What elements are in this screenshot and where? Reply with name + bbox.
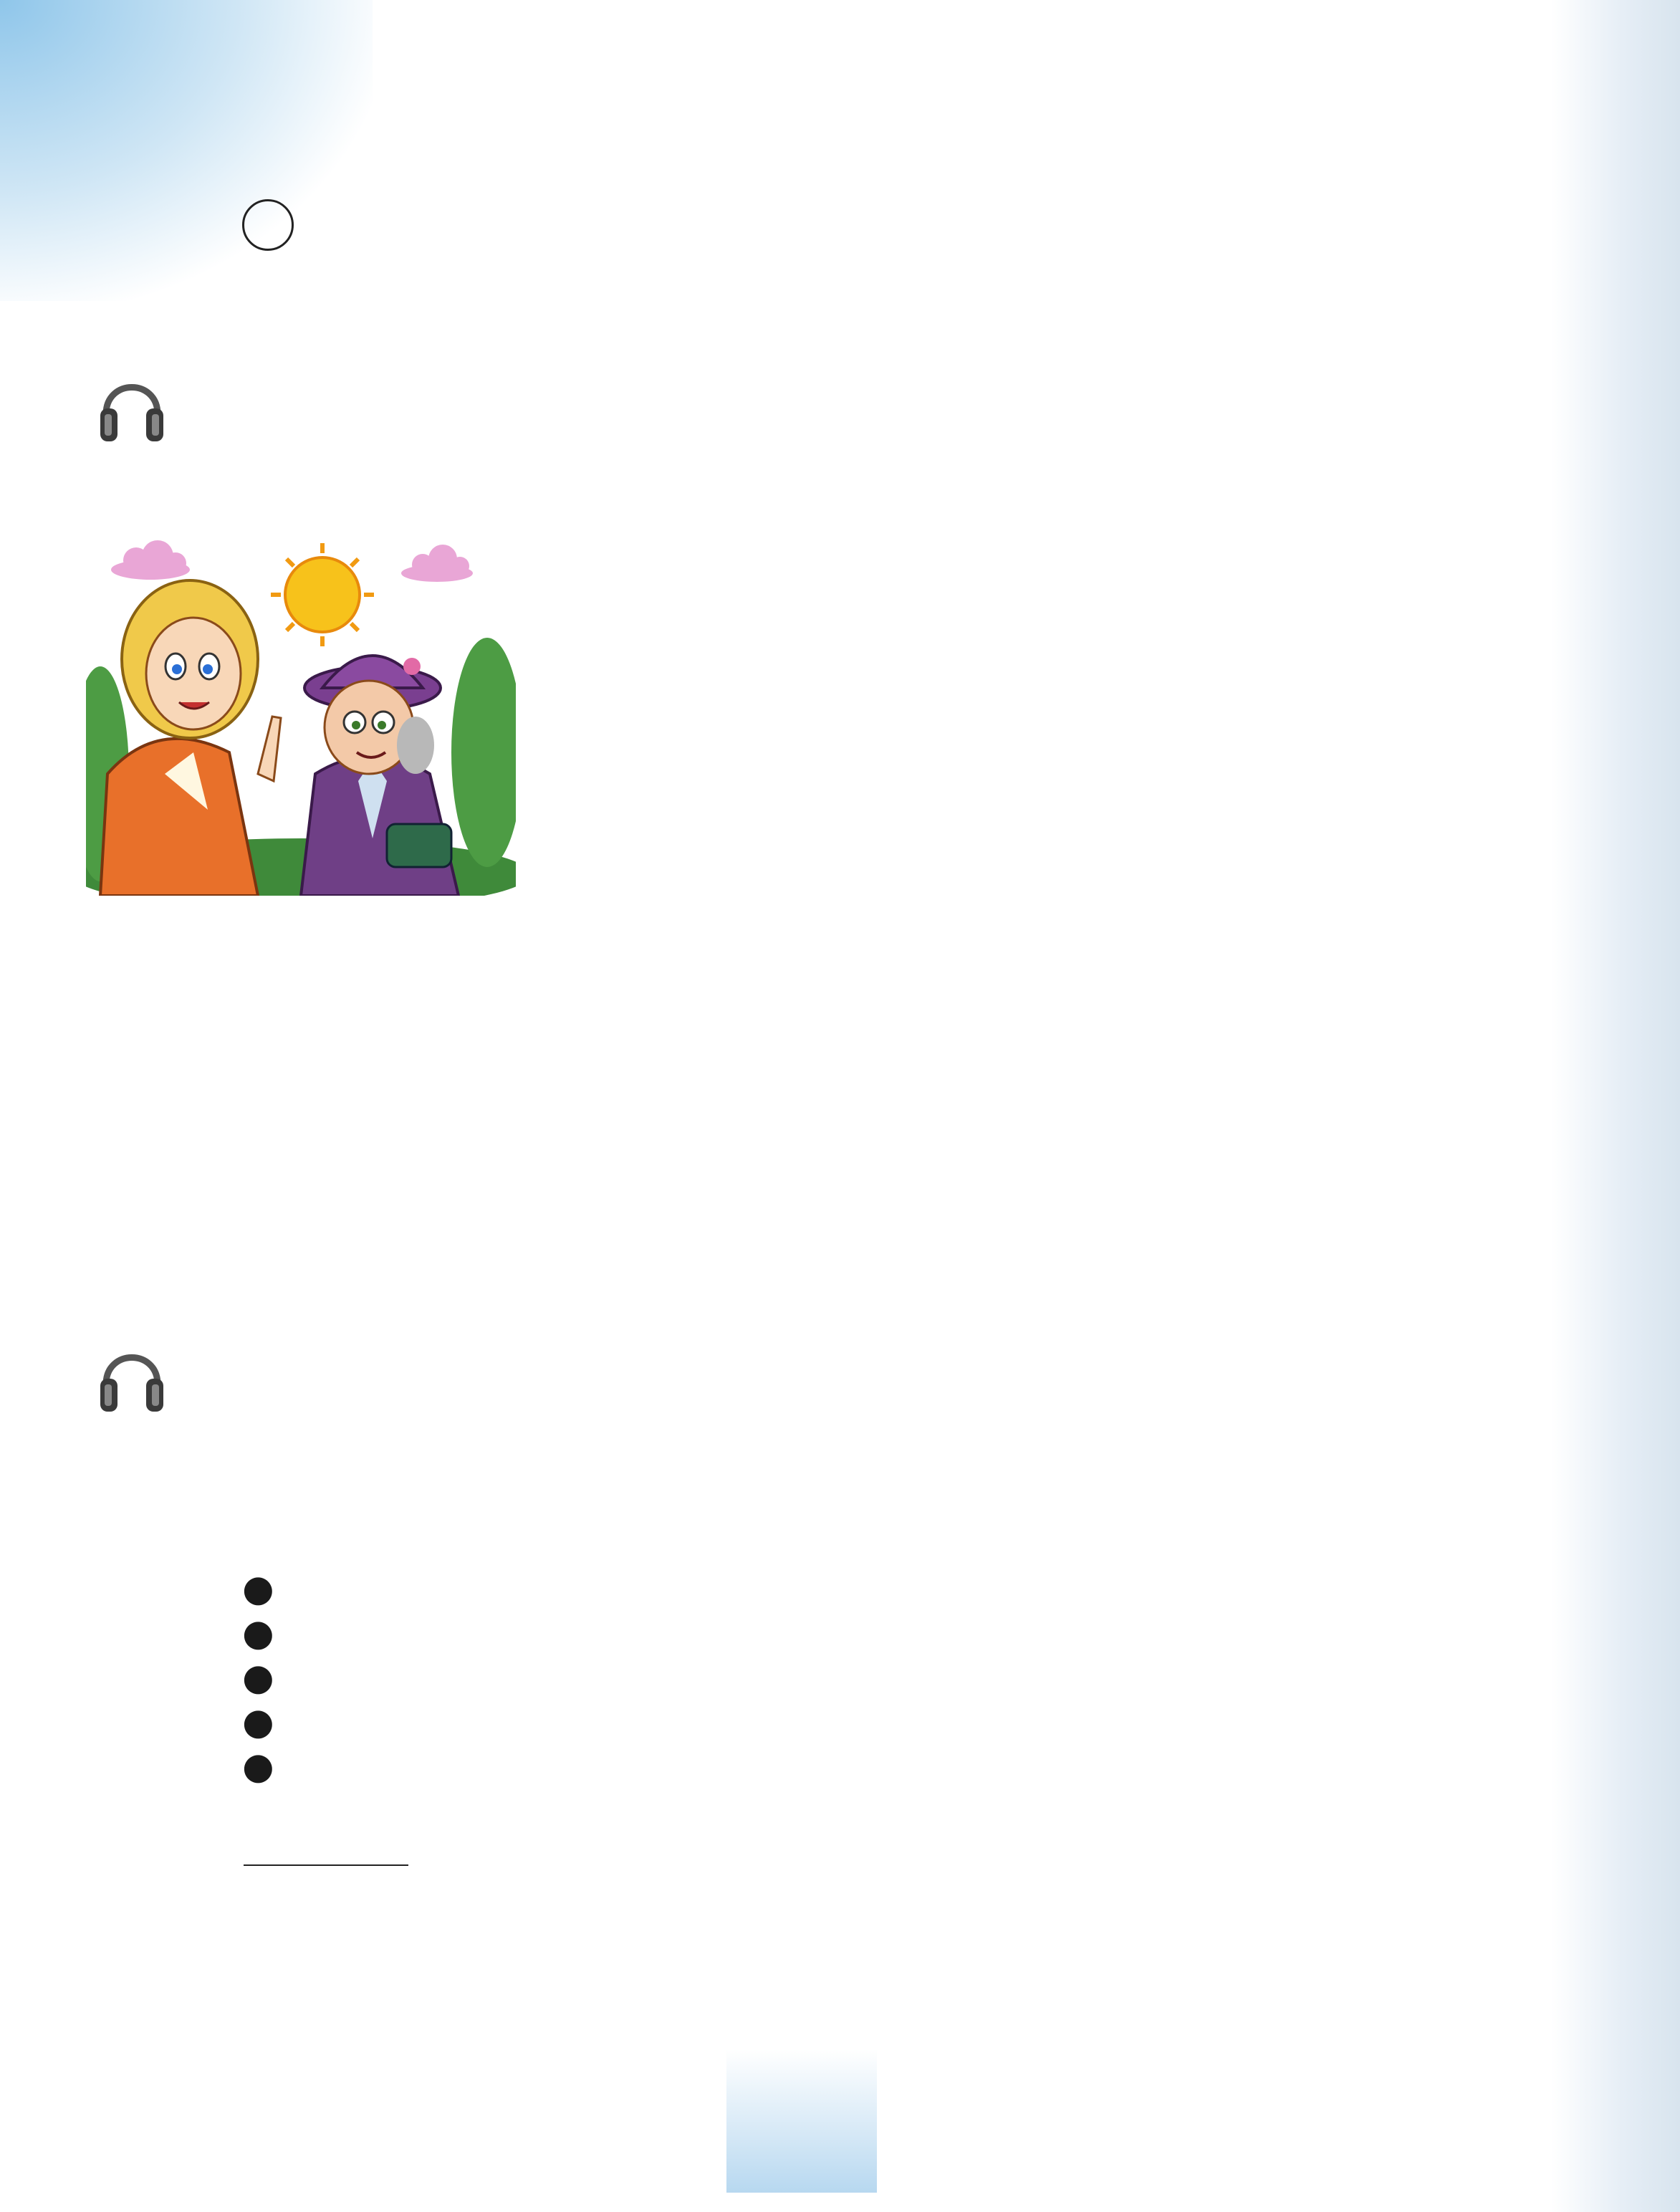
footnote-divider xyxy=(244,1864,408,1866)
headphones-icon xyxy=(96,364,168,450)
bullet-icon: ● xyxy=(242,1657,274,1699)
bullet-icon: ● xyxy=(242,1568,274,1610)
exercise-number xyxy=(242,199,294,251)
sun xyxy=(271,543,374,646)
question-item xyxy=(242,1701,274,1744)
question-item xyxy=(242,1746,1517,1789)
two-women-illustration xyxy=(86,537,516,896)
cloud-right xyxy=(401,545,473,582)
question-item xyxy=(242,1657,274,1700)
headphones-icon xyxy=(96,1334,168,1420)
question-item xyxy=(242,1568,274,1611)
question-item xyxy=(242,1612,274,1655)
bullet-icon: ● xyxy=(242,1746,274,1788)
woman-right xyxy=(301,656,459,896)
top-dot-border xyxy=(0,0,1680,165)
bullet-icon: ● xyxy=(242,1612,274,1655)
left-dot-border xyxy=(0,0,86,2212)
right-dot-border xyxy=(1605,0,1680,2212)
cloud-left xyxy=(111,540,190,580)
page-number-background xyxy=(726,2049,877,2193)
bullet-icon: ● xyxy=(242,1701,274,1743)
